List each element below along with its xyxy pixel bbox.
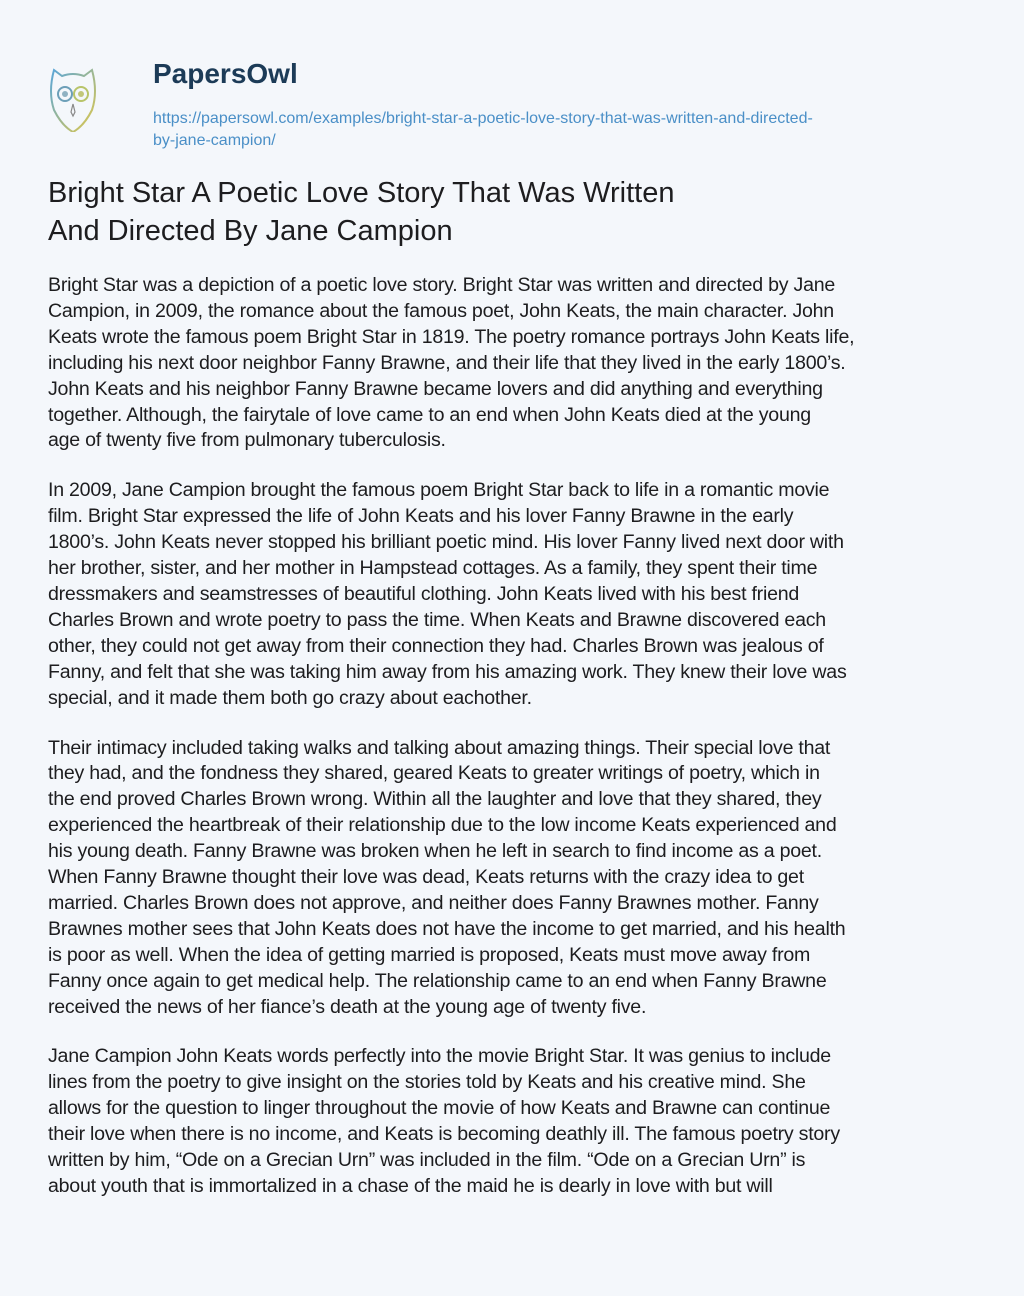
paragraph (48, 273, 988, 454)
paragraph (48, 1044, 988, 1199)
paragraph-line: other, they could not get away from their connection they had. Charles Brown was jealous of (48, 634, 824, 657)
brand-name[interactable]: PapersOwl (153, 58, 298, 89)
paragraph (48, 478, 988, 711)
paragraph-line: his young death. Fanny Brawne was broken when he left in search to find income as a poet. (48, 840, 822, 863)
owl-icon (48, 62, 98, 132)
paragraph-line: Jane Campion John Keats words perfectly into the movie Bright Star. It was genius to include (48, 1045, 831, 1068)
paragraph-line: is poor as well. When the idea of getting married is proposed, Keats must move away from (48, 943, 811, 966)
paragraph-line: John Keats and his neighbor Fanny Brawne became lovers and did anything and everything (48, 377, 823, 400)
paragraph-line: age of twenty five from pulmonary tuberculosis. (48, 429, 446, 452)
title-line: And Directed By Jane Campion (48, 215, 453, 247)
paragraph-line: their love when there is no income, and Keats is becoming deathly ill. The famous poetry story (48, 1123, 840, 1146)
paragraph-line: When Fanny Brawne thought their love was dead, Keats returns with the crazy idea to get (48, 866, 804, 889)
paragraph-line: about youth that is immortalized in a chase of the maid he is dearly in love with but will (48, 1175, 773, 1197)
paragraph-line: Their intimacy included taking walks and talking about amazing things. Their special love that (48, 736, 831, 759)
url-line[interactable]: https://papersowl.com/examples/bright-star-a-poetic-love-story-that-was-written-and-directed- (153, 110, 813, 127)
paragraph-line: Charles Brown and wrote poetry to pass the time. When Keats and Brawne discovered each (48, 608, 826, 631)
paragraph-line: written by him, “Ode on a Grecian Urn” was included in the film. “Ode on a Grecian Urn” is (48, 1149, 806, 1172)
paragraph-line: special, and it made them both go crazy about eachother. (48, 686, 532, 709)
paragraph-line: In 2009, Jane Campion brought the famous poem Bright Star back to life in a romantic movie (48, 479, 830, 502)
paragraph-line: 1800’s. John Keats never stopped his brilliant poetic mind. His lover Fanny lived next door with (48, 531, 844, 554)
page-title (48, 174, 674, 250)
paragraph-line: they had, and the fondness they shared, geared Keats to greater writings of poetry, which in (48, 762, 820, 785)
paragraph-line: lines from the poetry to give insight on the stories told by Keats and his creative mind. She (48, 1071, 806, 1094)
title-line: Bright Star A Poetic Love Story That Was Written (48, 177, 675, 209)
paragraph-line: Brawnes mother sees that John Keats does not have the income to get married, and his health (48, 917, 846, 940)
paragraph-line: received the news of her fiance’s death at the young age of twenty five. (48, 995, 647, 1018)
paragraph-line: film. Bright Star expressed the life of John Keats and his lover Fanny Brawne in the early (48, 505, 794, 528)
paragraph-line: including his next door neighbor Fanny Brawne, and their life that they lived in the early 1800’s. (48, 351, 846, 374)
paragraph-line: Bright Star was a depiction of a poetic love story. Bright Star was written and directed by Jane (48, 274, 836, 296)
paragraph-line: dressmakers and seamstresses of beautiful clothing. John Keats lived with his best friend (48, 582, 800, 605)
url-line[interactable]: by-jane-campion/ (153, 132, 276, 149)
paragraph-line: Fanny once again to get medical help. The relationship came to an end when Fanny Brawne (48, 969, 827, 992)
paragraph-line: the end proved Charles Brown wrong. Within all the laughter and love that they shared, they (48, 788, 822, 811)
paragraph-line: Fanny, and felt that she was taking him away from his amazing work. They knew their love was (48, 660, 847, 683)
paragraph-line: married. Charles Brown does not approve, and neither does Fanny Brawnes mother. Fanny (48, 891, 819, 914)
paragraph-line: together. Although, the fairytale of love came to an end when John Keats died at the young (48, 403, 811, 426)
paragraph-line: experienced the heartbreak of their relationship due to the low income Keats experienced and (48, 814, 837, 837)
paragraph-line: her brother, sister, and her mother in Hampstead cottages. As a family, they spent their time (48, 557, 818, 580)
paragraph-line: Keats wrote the famous poem Bright Star in 1819. The poetry romance portrays John Keats life, (48, 325, 855, 348)
essay-body (48, 273, 988, 1224)
page-url-link[interactable] (153, 108, 953, 152)
paragraph-line: Campion, in 2009, the romance about the famous poet, John Keats, the main character. John (48, 299, 834, 322)
paragraph (48, 736, 988, 1021)
paragraph-line: allows for the question to linger throughout the movie of how Keats and Brawne can continue (48, 1097, 831, 1120)
